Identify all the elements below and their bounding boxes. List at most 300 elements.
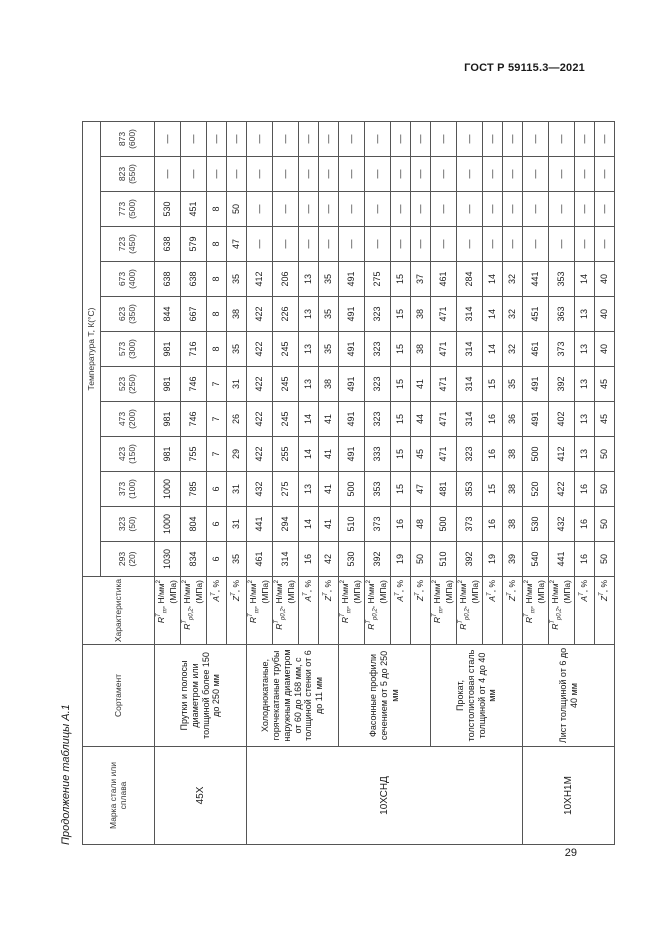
temperature-kelvin: 823 <box>117 166 128 182</box>
characteristic-cell <box>431 577 457 645</box>
value-cell: 44 <box>411 402 431 437</box>
table-row <box>155 122 181 845</box>
value-cell: — <box>431 122 457 157</box>
value-cell: — <box>549 227 575 262</box>
value-cell: 981 <box>155 437 181 472</box>
table-row <box>339 122 365 845</box>
value-cell: 39 <box>503 542 523 577</box>
char-superscript: T <box>579 592 586 596</box>
value-cell: — <box>365 227 391 262</box>
page-number: 29 <box>564 847 577 859</box>
value-cell: — <box>411 192 431 227</box>
temperature-header <box>101 332 155 367</box>
value-cell: 422 <box>247 297 273 332</box>
table-caption: Продолжение таблицы А.1 <box>60 704 72 845</box>
value-cell: 38 <box>227 297 247 332</box>
char-unit-power: 2 <box>339 580 346 584</box>
temperature-celsius: (550) <box>126 164 137 184</box>
temperature-header <box>101 437 155 472</box>
characteristic-cell <box>483 577 503 645</box>
table-row <box>523 122 549 845</box>
value-cell: 16 <box>483 402 503 437</box>
value-cell: 844 <box>155 297 181 332</box>
value-cell: 14 <box>483 297 503 332</box>
value-cell: — <box>595 122 615 157</box>
value-cell: — <box>595 192 615 227</box>
value-cell: 314 <box>273 542 299 577</box>
value-cell: 26 <box>227 402 247 437</box>
value-cell: 392 <box>549 367 575 402</box>
value-cell: — <box>523 157 549 192</box>
temperature-kelvin: 473 <box>117 411 128 427</box>
char-unit: , % <box>303 580 314 593</box>
value-cell: 432 <box>549 507 575 542</box>
char-unit-power: 2 <box>457 580 464 584</box>
value-cell: — <box>155 122 181 157</box>
value-cell: 50 <box>227 192 247 227</box>
value-cell: 206 <box>273 262 299 297</box>
value-cell: 16 <box>391 507 411 542</box>
value-cell: 226 <box>273 297 299 332</box>
table-row <box>431 122 457 845</box>
char-symbol: R <box>457 623 468 630</box>
temperature-celsius: (150) <box>126 444 137 464</box>
value-cell: — <box>431 192 457 227</box>
value-cell: — <box>549 122 575 157</box>
char-unit: , % <box>487 580 498 593</box>
value-cell: 13 <box>299 297 319 332</box>
value-cell: 471 <box>431 332 457 367</box>
char-unit-mpa: (МПа) <box>378 580 389 604</box>
value-cell: 1000 <box>155 472 181 507</box>
temperature-kelvin: 673 <box>117 271 128 287</box>
char-unit-mpa: (МПа) <box>260 580 271 604</box>
value-cell: 981 <box>155 332 181 367</box>
char-superscript: T <box>273 619 280 624</box>
value-cell: 255 <box>273 437 299 472</box>
value-cell: — <box>483 122 503 157</box>
value-cell: 15 <box>391 262 411 297</box>
value-cell: 41 <box>319 472 339 507</box>
char-superscript: T <box>365 619 372 624</box>
value-cell: 40 <box>595 332 615 367</box>
value-cell: 284 <box>457 262 483 297</box>
value-cell: — <box>181 122 207 157</box>
value-cell: 638 <box>181 262 207 297</box>
value-cell: 35 <box>319 297 339 332</box>
characteristic-cell <box>549 577 575 645</box>
temperature-kelvin: 523 <box>117 376 128 392</box>
value-cell: 323 <box>365 367 391 402</box>
char-unit-power: 2 <box>365 580 372 584</box>
char-superscript: T <box>457 619 464 624</box>
temperature-header <box>101 157 155 192</box>
value-cell: — <box>247 192 273 227</box>
value-cell: — <box>207 122 227 157</box>
char-unit: , % <box>507 580 518 593</box>
char-unit: , % <box>323 580 334 593</box>
table-row <box>247 122 273 845</box>
char-superscript: T <box>155 613 162 617</box>
value-cell: 422 <box>247 332 273 367</box>
value-cell: — <box>575 122 595 157</box>
value-cell: — <box>299 227 319 262</box>
value-cell: 471 <box>431 367 457 402</box>
value-cell: 14 <box>299 437 319 472</box>
value-cell: 275 <box>273 472 299 507</box>
value-cell: 451 <box>523 297 549 332</box>
value-cell: 353 <box>457 472 483 507</box>
value-cell: 50 <box>595 437 615 472</box>
value-cell: 15 <box>483 472 503 507</box>
value-cell: 638 <box>155 227 181 262</box>
value-cell: 755 <box>181 437 207 472</box>
value-cell: 323 <box>365 332 391 367</box>
char-symbol: R <box>273 623 284 630</box>
value-cell: 38 <box>319 367 339 402</box>
assortment-cell: Фасонные профили сечением от 5 до 250 мм <box>339 645 431 747</box>
value-cell: 392 <box>365 542 391 577</box>
char-unit: , Н/мм <box>155 583 166 609</box>
temperature-celsius: (600) <box>126 129 137 149</box>
temperature-header <box>101 297 155 332</box>
char-superscript: T <box>507 592 514 596</box>
temperature-celsius: (250) <box>126 374 137 394</box>
char-unit: , % <box>599 580 610 593</box>
value-cell: 7 <box>207 367 227 402</box>
value-cell: 323 <box>457 437 483 472</box>
value-cell: — <box>457 227 483 262</box>
value-cell: 13 <box>575 437 595 472</box>
value-cell: — <box>319 192 339 227</box>
value-cell: 15 <box>391 297 411 332</box>
value-cell: 333 <box>365 437 391 472</box>
characteristic-cell <box>595 577 615 645</box>
value-cell: 1000 <box>155 507 181 542</box>
steel-grade: 45Х <box>155 747 247 845</box>
temperature-celsius: (300) <box>126 339 137 359</box>
value-cell: — <box>391 192 411 227</box>
value-cell: 50 <box>595 472 615 507</box>
value-cell: 363 <box>549 297 575 332</box>
value-cell: — <box>549 157 575 192</box>
value-cell: 35 <box>319 262 339 297</box>
value-cell: — <box>483 192 503 227</box>
temperature-kelvin: 623 <box>117 306 128 322</box>
value-cell: 8 <box>207 227 227 262</box>
char-superscript: T <box>395 592 402 596</box>
header-characteristic: Характеристика <box>83 577 155 645</box>
value-cell: 35 <box>227 332 247 367</box>
value-cell: 45 <box>595 367 615 402</box>
char-unit-mpa: (МПа) <box>194 580 205 604</box>
value-cell: — <box>549 192 575 227</box>
value-cell: 14 <box>483 262 503 297</box>
char-unit-mpa: (МПа) <box>444 580 455 604</box>
value-cell: 402 <box>549 402 575 437</box>
value-cell: 45 <box>595 402 615 437</box>
temperature-kelvin: 573 <box>117 341 128 357</box>
value-cell: 48 <box>411 507 431 542</box>
characteristic-cell <box>391 577 411 645</box>
char-superscript: T <box>247 613 254 617</box>
value-cell: 441 <box>523 262 549 297</box>
value-cell: 373 <box>365 507 391 542</box>
char-unit-mpa: (МПа) <box>562 580 573 604</box>
char-symbol: A <box>211 595 222 602</box>
value-cell: — <box>299 157 319 192</box>
value-cell: 412 <box>247 262 273 297</box>
value-cell: 19 <box>483 542 503 577</box>
value-cell: 461 <box>523 332 549 367</box>
value-cell: — <box>523 192 549 227</box>
char-subscript: m <box>254 608 261 614</box>
temperature-kelvin: 873 <box>117 131 128 147</box>
temperature-celsius: (400) <box>126 269 137 289</box>
value-cell: 500 <box>523 437 549 472</box>
char-symbol: R <box>523 616 534 624</box>
value-cell: 471 <box>431 297 457 332</box>
char-symbol: Z <box>231 595 242 602</box>
value-cell: 716 <box>181 332 207 367</box>
value-cell: 314 <box>457 402 483 437</box>
characteristic-cell <box>299 577 319 645</box>
value-cell: 40 <box>595 297 615 332</box>
value-cell: 491 <box>339 297 365 332</box>
steel-grade: 10ХСНД <box>247 747 523 845</box>
value-cell: 15 <box>391 472 411 507</box>
value-cell: 35 <box>227 542 247 577</box>
value-cell: — <box>247 122 273 157</box>
characteristic-cell <box>365 577 391 645</box>
value-cell: — <box>181 157 207 192</box>
char-unit: , % <box>211 580 222 593</box>
value-cell: 13 <box>299 472 319 507</box>
value-cell: 6 <box>207 542 227 577</box>
value-cell: 491 <box>523 367 549 402</box>
char-symbol: Z <box>323 595 334 602</box>
value-cell: — <box>503 122 523 157</box>
char-unit-power: 2 <box>247 580 254 584</box>
value-cell: — <box>365 192 391 227</box>
char-symbol: R <box>155 616 166 624</box>
characteristic-cell <box>457 577 483 645</box>
value-cell: 35 <box>503 367 523 402</box>
value-cell: — <box>523 227 549 262</box>
value-cell: 500 <box>339 472 365 507</box>
assortment-cell: Прокат, толстолистовая сталь толщиной от 4 до 40 мм <box>431 645 523 747</box>
characteristic-cell <box>207 577 227 645</box>
characteristic-cell <box>273 577 299 645</box>
value-cell: 510 <box>339 507 365 542</box>
char-symbol: R <box>181 623 192 630</box>
value-cell: — <box>339 192 365 227</box>
value-cell: 13 <box>299 262 319 297</box>
value-cell: 530 <box>155 192 181 227</box>
value-cell: — <box>575 192 595 227</box>
value-cell: — <box>523 122 549 157</box>
char-unit: , % <box>231 580 242 593</box>
value-cell: 373 <box>457 507 483 542</box>
value-cell: 15 <box>391 332 411 367</box>
value-cell: 7 <box>207 437 227 472</box>
value-cell: 6 <box>207 507 227 542</box>
char-subscript: m <box>162 608 169 614</box>
temperature-header <box>101 472 155 507</box>
value-cell: 13 <box>575 402 595 437</box>
characteristic-cell <box>503 577 523 645</box>
char-symbol: R <box>247 616 258 624</box>
value-cell: — <box>365 122 391 157</box>
value-cell: 38 <box>503 472 523 507</box>
char-unit-mpa: (МПа) <box>470 580 481 604</box>
value-cell: — <box>391 227 411 262</box>
value-cell: 1030 <box>155 542 181 577</box>
value-cell: 540 <box>523 542 549 577</box>
char-unit: , Н/мм <box>365 583 376 609</box>
char-superscript: T <box>303 592 310 596</box>
value-cell: 412 <box>549 437 575 472</box>
value-cell: — <box>595 227 615 262</box>
temperature-celsius: (500) <box>126 199 137 219</box>
value-cell: 294 <box>273 507 299 542</box>
char-unit-mpa: (МПа) <box>536 580 547 604</box>
value-cell: 13 <box>299 332 319 367</box>
value-cell: 31 <box>227 507 247 542</box>
value-cell: 491 <box>339 262 365 297</box>
value-cell: 16 <box>575 507 595 542</box>
value-cell: 746 <box>181 367 207 402</box>
value-cell: — <box>247 157 273 192</box>
temperature-kelvin: 423 <box>117 446 128 462</box>
value-cell: 245 <box>273 367 299 402</box>
value-cell: 323 <box>365 402 391 437</box>
value-cell: 38 <box>503 437 523 472</box>
assortment-cell: Холоднокатаные, горячекатаные трубы наружным диаметром от 60 до 168 мм, с толщиной стенки от 6 до 11 мм <box>247 645 339 747</box>
char-symbol: Z <box>415 595 426 602</box>
char-unit: , % <box>395 580 406 593</box>
char-unit: , Н/мм <box>549 583 560 609</box>
value-cell: 491 <box>339 367 365 402</box>
characteristic-cell <box>227 577 247 645</box>
char-subscript: p0,2 <box>280 608 287 620</box>
value-cell: 638 <box>155 262 181 297</box>
temperature-kelvin: 293 <box>117 551 128 567</box>
char-unit-power: 2 <box>181 580 188 584</box>
value-cell: 50 <box>595 507 615 542</box>
value-cell: — <box>503 227 523 262</box>
header-temperature: Температура T, К(°С) <box>83 122 101 577</box>
value-cell: 38 <box>411 332 431 367</box>
value-cell: 31 <box>227 472 247 507</box>
characteristic-cell <box>575 577 595 645</box>
char-superscript: T <box>523 613 530 617</box>
value-cell: — <box>457 157 483 192</box>
value-cell: 422 <box>549 472 575 507</box>
rotated-page-content <box>60 85 615 845</box>
characteristic-cell <box>247 577 273 645</box>
value-cell: 314 <box>457 367 483 402</box>
value-cell: 8 <box>207 262 227 297</box>
char-superscript: T <box>339 613 346 617</box>
value-cell: 530 <box>339 542 365 577</box>
value-cell: 13 <box>299 367 319 402</box>
value-cell: — <box>273 192 299 227</box>
value-cell: 14 <box>299 507 319 542</box>
value-cell: 461 <box>431 262 457 297</box>
value-cell: — <box>411 122 431 157</box>
char-unit-mpa: (МПа) <box>168 580 179 604</box>
value-cell: — <box>365 157 391 192</box>
value-cell: 16 <box>575 472 595 507</box>
char-subscript: p0,2 <box>556 608 563 620</box>
char-unit-power: 2 <box>523 580 530 584</box>
value-cell: — <box>319 122 339 157</box>
value-cell: 38 <box>503 507 523 542</box>
value-cell: 314 <box>457 297 483 332</box>
value-cell: — <box>431 227 457 262</box>
temperature-header <box>101 262 155 297</box>
value-cell: 275 <box>365 262 391 297</box>
char-unit: , Н/мм <box>273 583 284 609</box>
value-cell: 981 <box>155 402 181 437</box>
value-cell: 41 <box>411 367 431 402</box>
value-cell: 14 <box>575 262 595 297</box>
value-cell: 520 <box>523 472 549 507</box>
document-code: ГОСТ Р 59115.3—2021 <box>464 62 585 74</box>
value-cell: 510 <box>431 542 457 577</box>
value-cell: — <box>457 122 483 157</box>
char-symbol: A <box>303 595 314 602</box>
value-cell: 14 <box>299 402 319 437</box>
value-cell: 16 <box>483 507 503 542</box>
char-unit: , Н/мм <box>431 583 442 609</box>
char-symbol: Z <box>599 595 610 602</box>
value-cell: 15 <box>391 437 411 472</box>
char-superscript: T <box>323 592 330 596</box>
value-cell: 16 <box>575 542 595 577</box>
temperature-kelvin: 323 <box>117 516 128 532</box>
value-cell: 441 <box>549 542 575 577</box>
value-cell: — <box>595 157 615 192</box>
temperature-celsius: (50) <box>126 516 137 532</box>
temperature-celsius: (200) <box>126 409 137 429</box>
char-symbol: A <box>487 595 498 602</box>
value-cell: 981 <box>155 367 181 402</box>
characteristic-cell <box>155 577 181 645</box>
value-cell: — <box>431 157 457 192</box>
char-unit: , % <box>579 580 590 593</box>
value-cell: 35 <box>227 262 247 297</box>
value-cell: — <box>503 192 523 227</box>
value-cell: 373 <box>549 332 575 367</box>
value-cell: 530 <box>523 507 549 542</box>
char-unit: , Н/мм <box>181 583 192 609</box>
char-subscript: m <box>530 608 537 614</box>
value-cell: 38 <box>411 297 431 332</box>
char-symbol: R <box>549 623 560 630</box>
value-cell: — <box>155 157 181 192</box>
temperature-header <box>101 192 155 227</box>
char-symbol: R <box>431 616 442 624</box>
char-unit: , Н/мм <box>247 583 258 609</box>
char-subscript: m <box>438 608 445 614</box>
value-cell: 491 <box>339 437 365 472</box>
properties-table <box>82 121 615 845</box>
value-cell: 353 <box>365 472 391 507</box>
char-superscript: T <box>231 592 238 596</box>
char-unit-power: 2 <box>155 580 162 584</box>
